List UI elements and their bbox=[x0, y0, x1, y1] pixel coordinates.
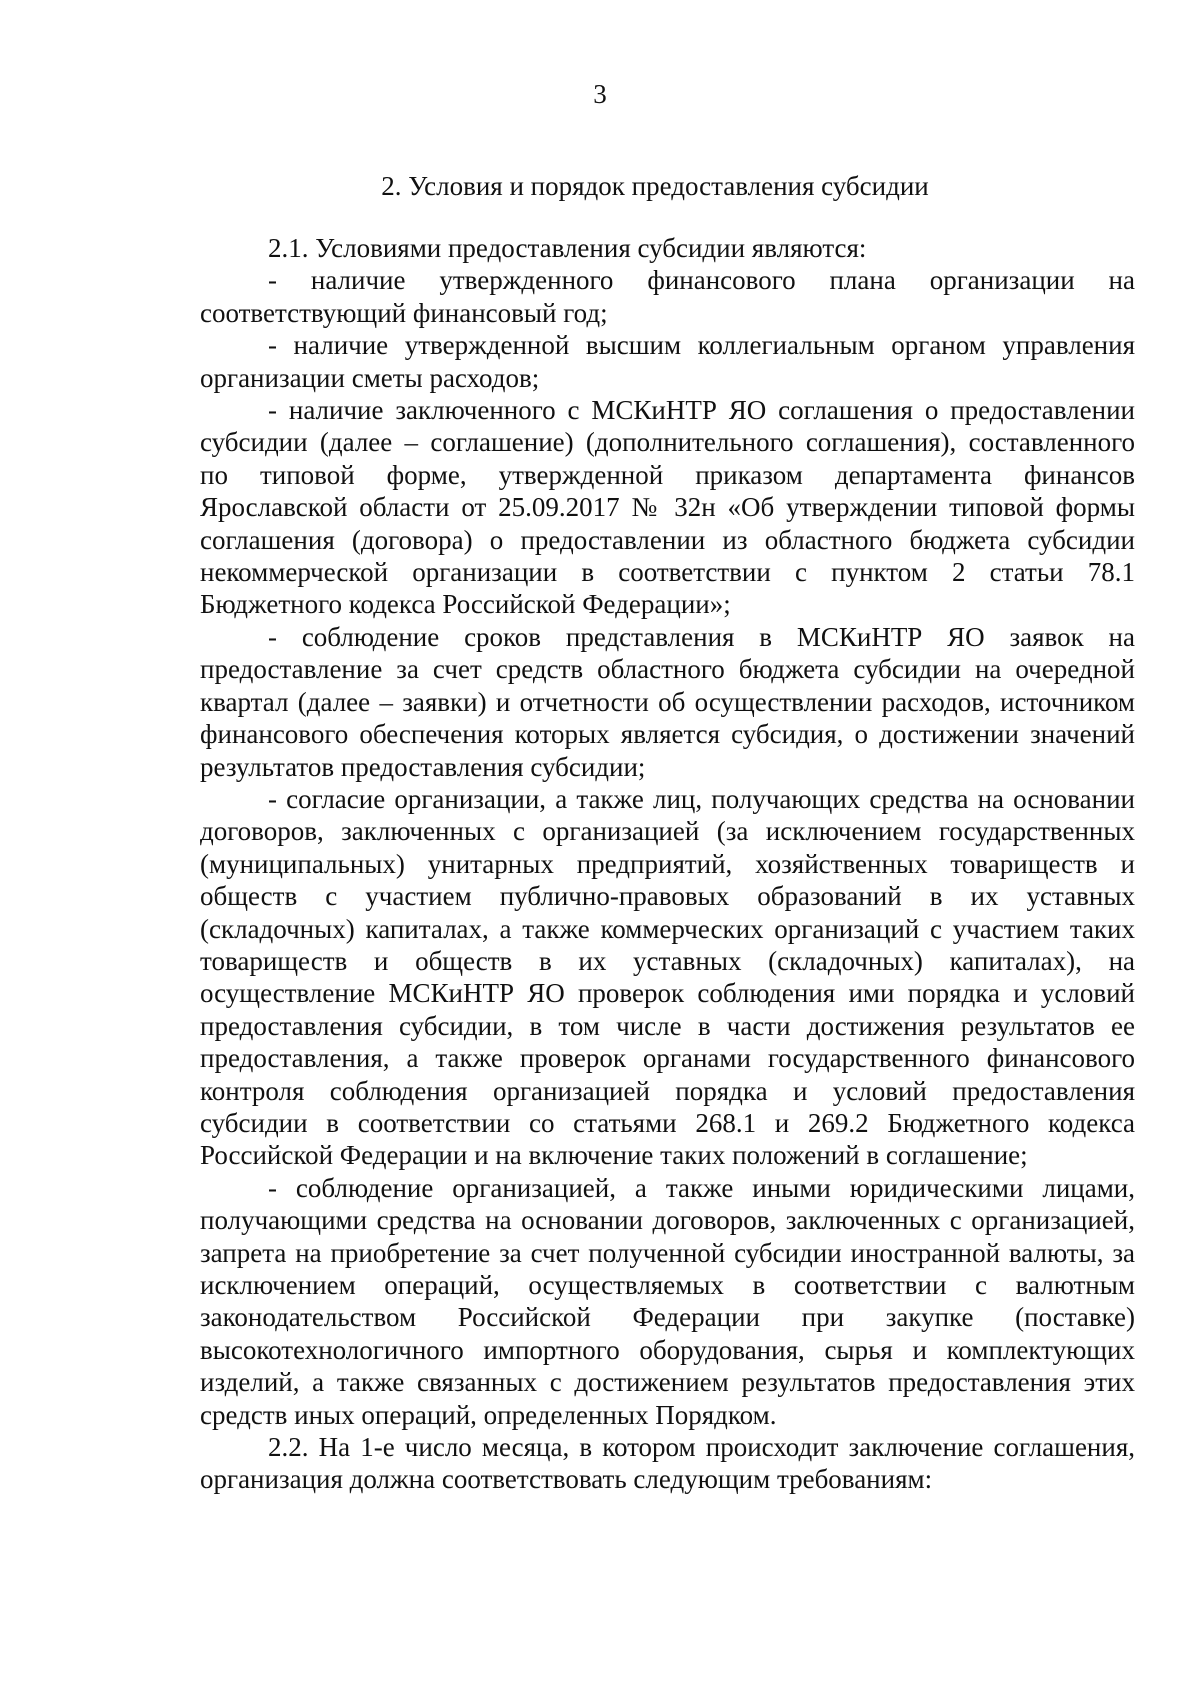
paragraph-agreement: - наличие заключенного с МСКиНТР ЯО соглашения о предоставлении субсидии (далее – соглашение) (дополнительного соглашения), составленного по типовой форме, утвержденной приказом департамента финансов Ярославской области от 25.09.2017 № 32н «Об утверждении типовой формы соглашения (договора) о предоставлении из областного бюджета субсидии некоммерческой организации в соответствии с пунктом 2 статьи 78.1 Бюджетного кодекса Российской Федерации»; bbox=[200, 395, 1135, 620]
paragraph-2-1: 2.1. Условиями предоставления субсидии являются: bbox=[268, 233, 867, 263]
paragraph-2-2: 2.2. На 1-е число месяца, в котором происходит заключение соглашения, организация должна соответствовать следующим требованиям: bbox=[200, 1432, 1135, 1495]
document-body bbox=[200, 232, 1135, 1496]
page-number: 3 bbox=[593, 79, 607, 109]
paragraph-cost-estimate: - наличие утвержденной высшим коллегиальным органом управления организации сметы расходов; bbox=[200, 330, 1135, 393]
paragraph-financial-plan: - наличие утвержденного финансового плана организации на соответствующий финансовый год; bbox=[200, 265, 1135, 328]
section-heading: 2. Условия и порядок предоставления субсидии bbox=[381, 171, 929, 201]
paragraph-currency-ban: - соблюдение организацией, а также иными юридическими лицами, получающими средства на основании договоров, заключенных с организацией, запрета на приобретение за счет полученной субсидии иностранной валюты, за исключением операций, осуществляемых в соответствии с валютным законодательством Российской Федерации при закупке (поставке) высокотехнологичного импортного оборудования, сырья и комплектующих изделий, а также связанных с достижением результатов предоставления этих средств иных операций, определенных Порядком. bbox=[200, 1172, 1135, 1430]
paragraph-deadlines: - соблюдение сроков представления в МСКиНТР ЯО заявок на предоставление за счет средств областного бюджета субсидии на очередной квартал (далее – заявки) и отчетности об осуществлении расходов, источником финансового обеспечения которых является субсидия, о достижении значений результатов предоставления субсидии; bbox=[200, 621, 1135, 782]
paragraph-consent: - согласие организации, а также лиц, получающих средства на основании договоров, заключенных с организацией (за исключением государственных (муниципальных) унитарных предприятий, хозяйственных товариществ и обществ с участием публично-правовых образований в их уставных (складочных) капиталах, а также коммерческих организаций с участием таких товариществ и обществ в их уставных (складочных) капиталах), на осуществление МСКиНТР ЯО проверок соблюдения ими порядка и условий предоставления субсидии, в том числе в части достижения результатов ее предоставления, а также проверок органами государственного финансового контроля соблюдения организацией порядка и условий предоставления субсидии в соответствии со статьями 268.1 и 269.2 Бюджетного кодекса Российской Федерации и на включение таких положений в соглашение; bbox=[200, 783, 1135, 1171]
